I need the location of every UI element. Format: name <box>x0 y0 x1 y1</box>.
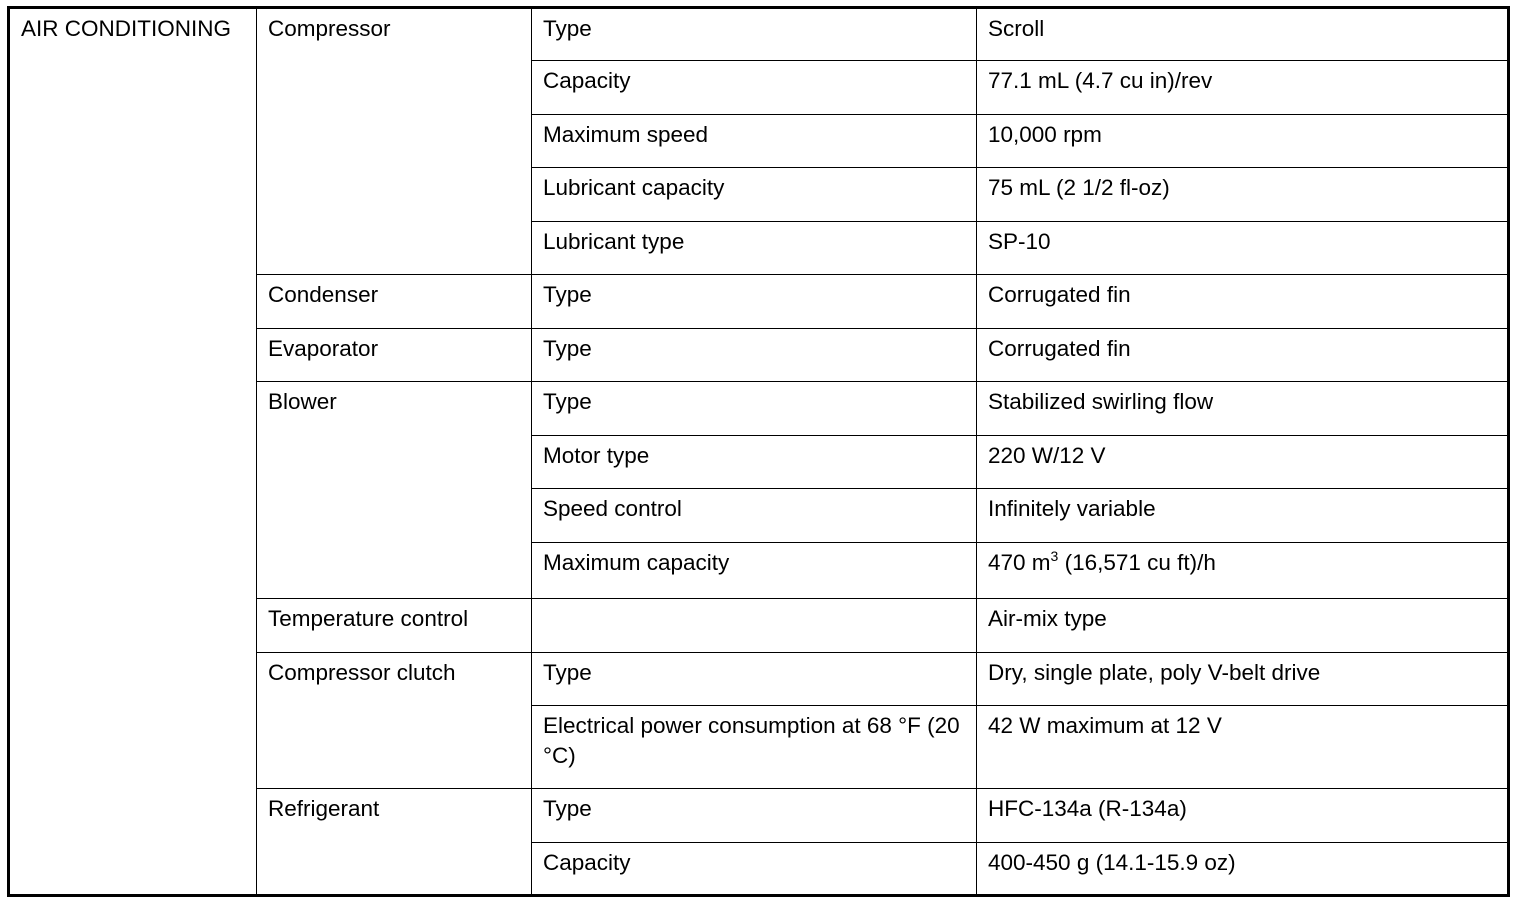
value-cell: 400-450 g (14.1-15.9 oz) <box>977 843 1509 896</box>
value-cell: 42 W maximum at 12 V <box>977 706 1509 789</box>
item-cell: Capacity <box>532 843 977 896</box>
component-cell-condenser: Condenser <box>257 275 532 329</box>
system-cell: AIR CONDITIONING <box>9 8 257 896</box>
item-cell: Lubricant capacity <box>532 168 977 222</box>
component-cell-compressor: Compressor <box>257 8 532 275</box>
item-cell: Type <box>532 329 977 382</box>
item-cell: Type <box>532 789 977 843</box>
value-cell: Infinitely variable <box>977 489 1509 543</box>
item-cell: Type <box>532 382 977 436</box>
item-cell: Capacity <box>532 61 977 115</box>
value-cell: Corrugated fin <box>977 275 1509 329</box>
value-cell: Corrugated fin <box>977 329 1509 382</box>
value-cell: Scroll <box>977 8 1509 61</box>
item-cell: Type <box>532 653 977 706</box>
value-cell <box>977 543 1509 599</box>
value-main: 470 m <box>988 550 1051 575</box>
value-rest: (16,571 cu ft)/h <box>1058 550 1216 575</box>
component-cell-refrigerant: Refrigerant <box>257 789 532 896</box>
item-cell: Type <box>532 275 977 329</box>
air-conditioning-spec-table <box>7 6 1510 897</box>
value-cell: 220 W/12 V <box>977 436 1509 489</box>
value-cell: HFC-134a (R-134a) <box>977 789 1509 843</box>
item-cell <box>532 599 977 653</box>
value-cell: 10,000 rpm <box>977 115 1509 168</box>
value-cell: SP-10 <box>977 222 1509 275</box>
table-row <box>9 8 1509 61</box>
component-cell-blower: Blower <box>257 382 532 599</box>
value-superscript: 3 <box>1050 548 1059 564</box>
value-cell: Stabilized swirling flow <box>977 382 1509 436</box>
item-cell: Maximum capacity <box>532 543 977 599</box>
component-cell-temperature-control: Temperature control <box>257 599 532 653</box>
item-cell: Motor type <box>532 436 977 489</box>
item-cell: Speed control <box>532 489 977 543</box>
item-cell: Electrical power consumption at 68 °F (20 °C) <box>532 706 977 789</box>
value-cell: 75 mL (2 1/2 fl-oz) <box>977 168 1509 222</box>
component-cell-evaporator: Evaporator <box>257 329 532 382</box>
item-cell: Lubricant type <box>532 222 977 275</box>
item-cell: Type <box>532 8 977 61</box>
value-cell: Air-mix type <box>977 599 1509 653</box>
value-cell: 77.1 mL (4.7 cu in)/rev <box>977 61 1509 115</box>
value-cell: Dry, single plate, poly V-belt drive <box>977 653 1509 706</box>
item-cell: Maximum speed <box>532 115 977 168</box>
component-cell-compressor-clutch: Compressor clutch <box>257 653 532 789</box>
